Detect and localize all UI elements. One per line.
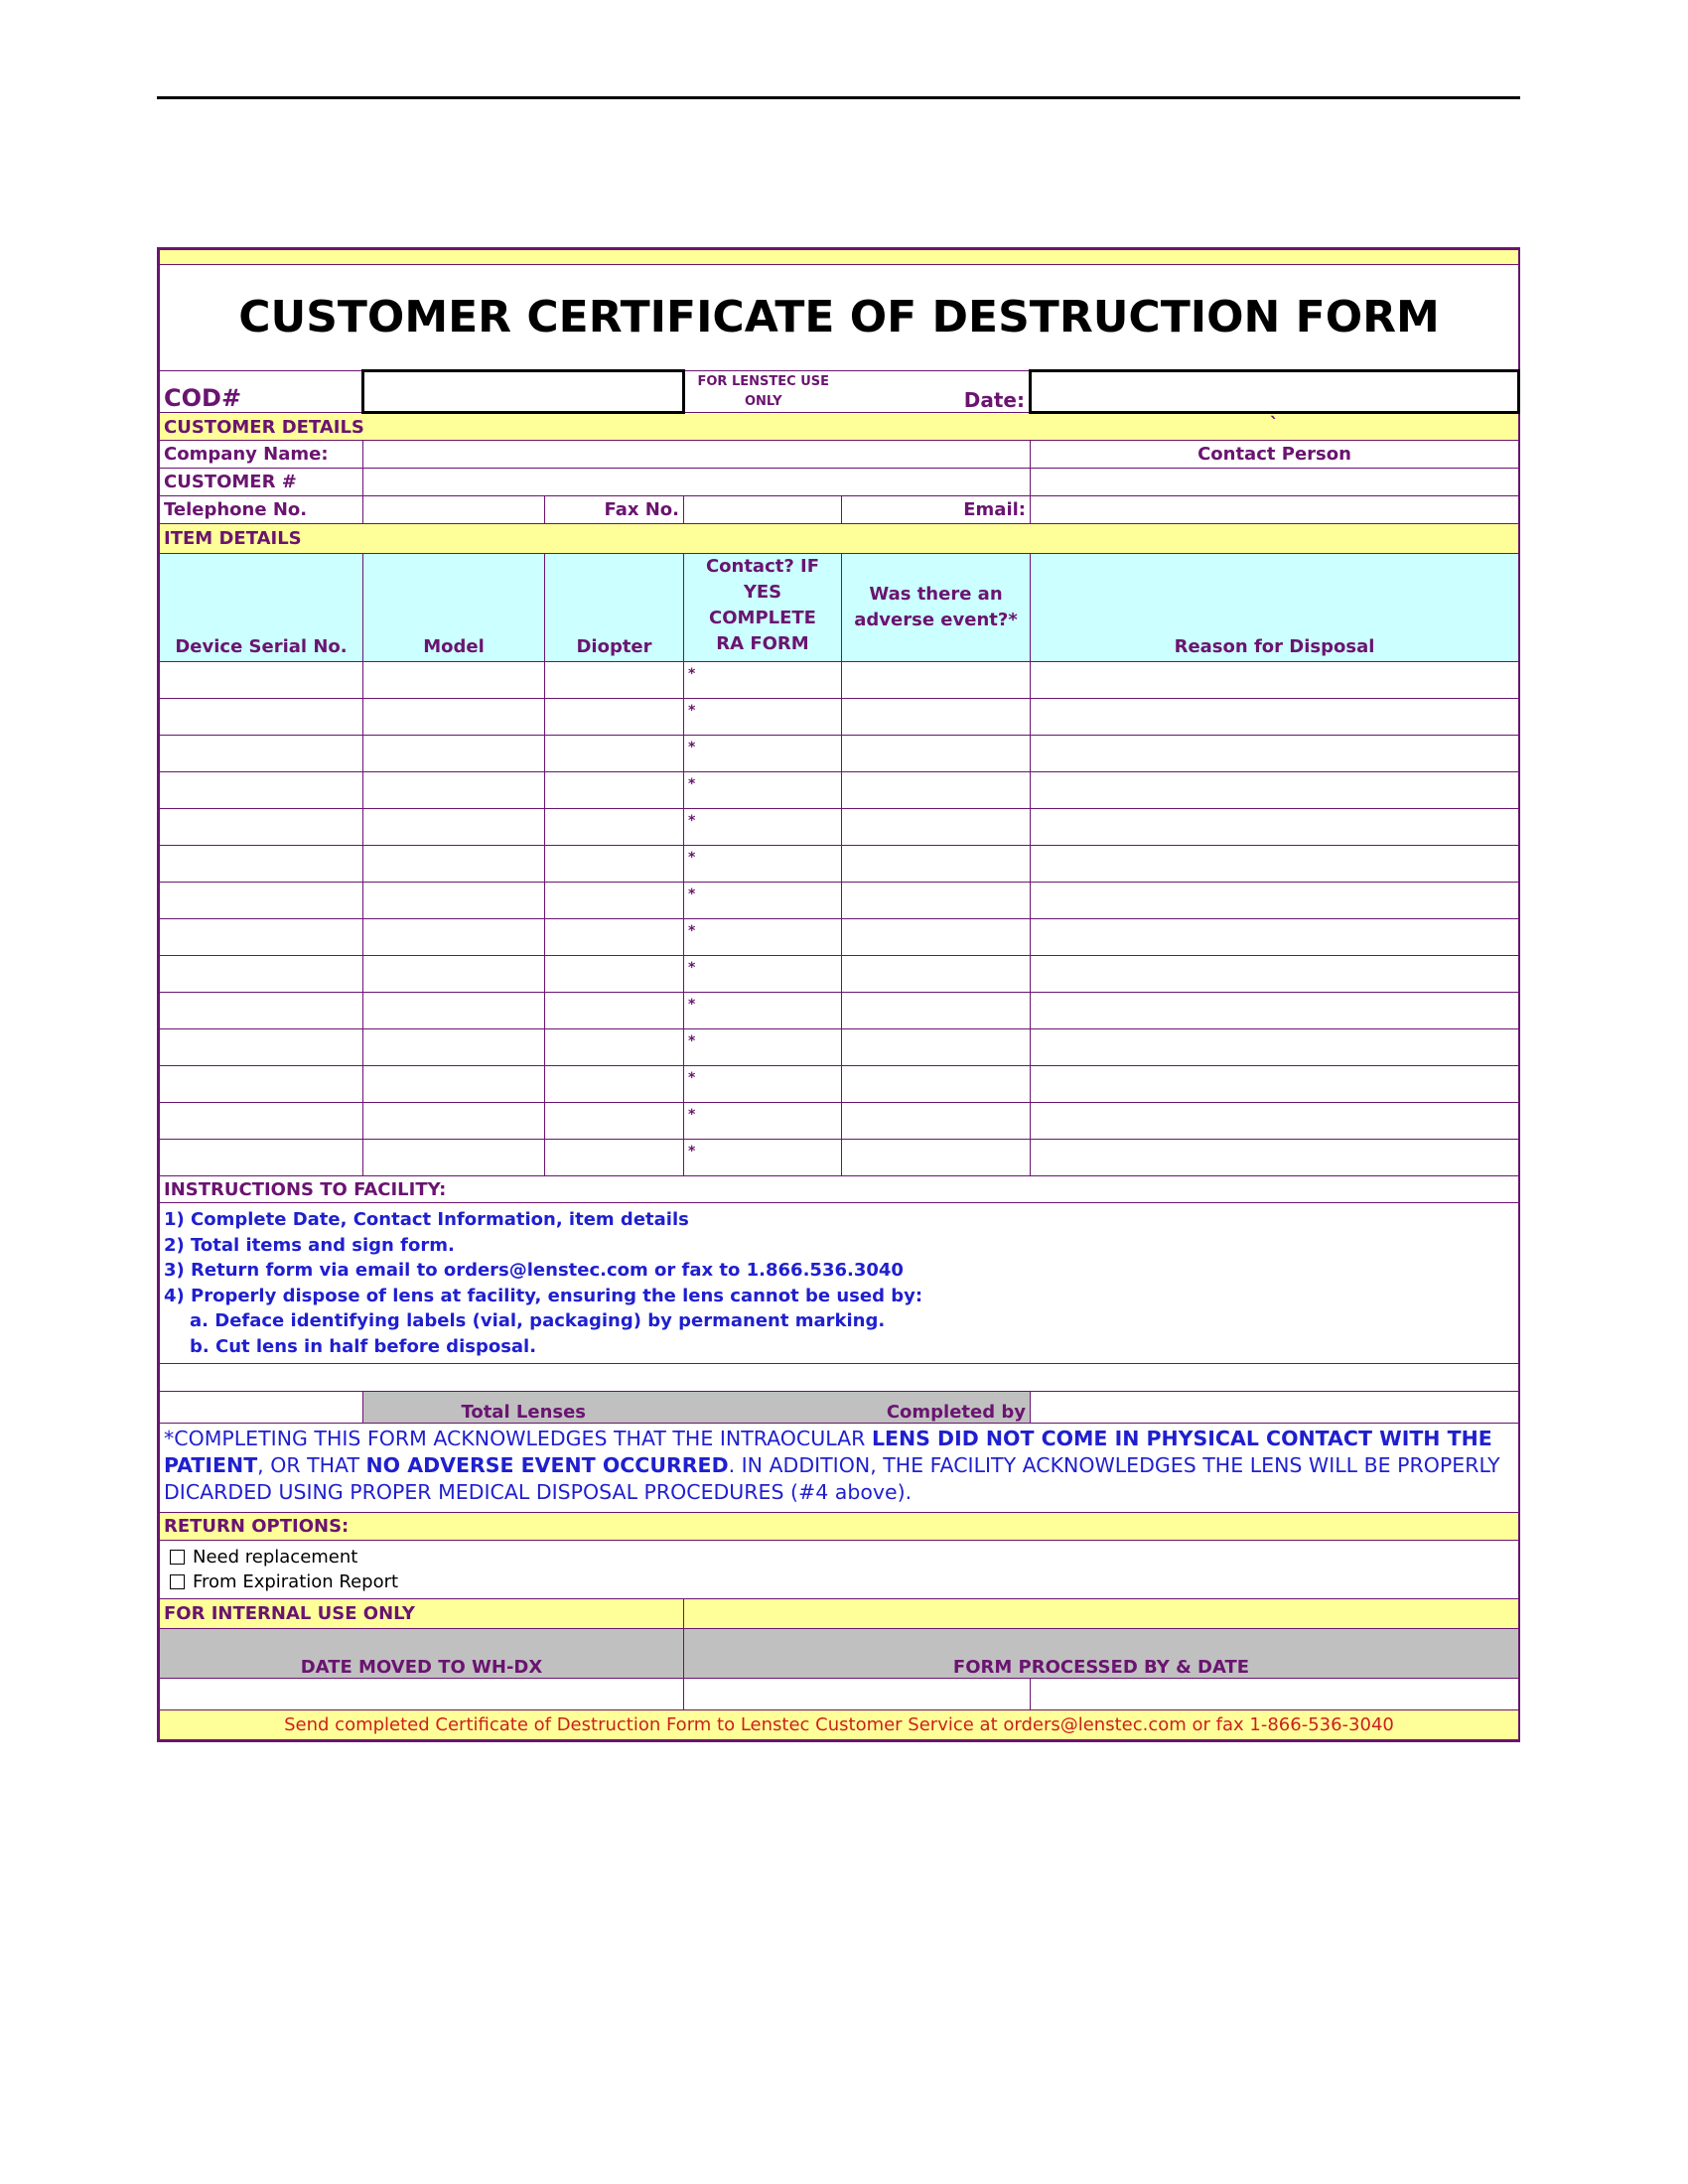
reason-cell[interactable] [1031, 883, 1519, 919]
item-row [160, 919, 1519, 956]
reason-cell[interactable] [1031, 846, 1519, 883]
total-lenses-input[interactable] [160, 1392, 363, 1424]
internal-use-header: FOR INTERNAL USE ONLY [160, 1599, 684, 1629]
fax-label: Fax No. [545, 496, 684, 524]
contact-cell[interactable]: * [684, 883, 842, 919]
diopter-cell[interactable] [545, 736, 684, 772]
spacer-row [160, 1364, 1519, 1392]
instruction-3: 3) Return form via email to orders@lenstec.com or fax to 1.866.536.3040 [164, 1260, 904, 1281]
item-rows [160, 662, 1519, 1176]
processed-date-input[interactable] [1031, 1679, 1519, 1710]
item-row [160, 956, 1519, 993]
item-row [160, 1066, 1519, 1103]
diopter-cell[interactable] [545, 993, 684, 1029]
serial-cell[interactable] [160, 1103, 363, 1140]
reason-cell[interactable] [1031, 772, 1519, 809]
contact-cell[interactable]: * [684, 919, 842, 956]
checkbox-icon[interactable] [170, 1574, 185, 1589]
reason-cell[interactable] [1031, 919, 1519, 956]
serial-cell[interactable] [160, 809, 363, 846]
serial-cell[interactable] [160, 883, 363, 919]
customer-number-input[interactable] [363, 469, 1031, 496]
item-row [160, 846, 1519, 883]
telephone-input[interactable] [363, 496, 545, 524]
total-lenses-label: Total Lenses [363, 1392, 684, 1424]
diopter-cell[interactable] [545, 772, 684, 809]
serial-cell[interactable] [160, 1140, 363, 1176]
contact-cell[interactable]: * [684, 736, 842, 772]
diopter-cell[interactable] [545, 809, 684, 846]
col-serial: Device Serial No. [160, 554, 363, 662]
processed-by-input[interactable] [684, 1679, 1031, 1710]
item-row [160, 1103, 1519, 1140]
return-option-need-replacement[interactable]: Need replacement [170, 1545, 1508, 1570]
date-moved-input[interactable] [160, 1679, 684, 1710]
adverse-cell[interactable] [842, 1140, 1031, 1176]
form-title: CUSTOMER CERTIFICATE OF DESTRUCTION FORM [160, 265, 1519, 371]
reason-cell[interactable] [1031, 1140, 1519, 1176]
reason-cell[interactable] [1031, 1029, 1519, 1066]
model-cell[interactable] [363, 883, 545, 919]
model-cell[interactable] [363, 772, 545, 809]
contact-cell[interactable]: * [684, 772, 842, 809]
form-table [159, 249, 1520, 1740]
diopter-cell[interactable] [545, 699, 684, 736]
destruction-form [157, 247, 1520, 1742]
customer-number-label: CUSTOMER # [160, 469, 363, 496]
contact-cell[interactable]: * [684, 809, 842, 846]
contact-cell[interactable]: * [684, 1066, 842, 1103]
reason-cell[interactable] [1031, 993, 1519, 1029]
contact-cell[interactable]: * [684, 956, 842, 993]
serial-cell[interactable] [160, 1029, 363, 1066]
diopter-cell[interactable] [545, 1066, 684, 1103]
col-contact: Contact? IF YES COMPLETE RA FORM [684, 554, 842, 662]
model-cell[interactable] [363, 809, 545, 846]
email-label: Email: [842, 496, 1031, 524]
return-options-list [160, 1541, 1519, 1599]
serial-cell[interactable] [160, 772, 363, 809]
adverse-cell[interactable] [842, 809, 1031, 846]
completed-by-input[interactable] [1031, 1392, 1519, 1424]
diopter-cell[interactable] [545, 846, 684, 883]
model-cell[interactable] [363, 993, 545, 1029]
top-strip [160, 250, 1519, 265]
model-cell[interactable] [363, 956, 545, 993]
contact-person-label: Contact Person [1031, 441, 1519, 469]
serial-cell[interactable] [160, 993, 363, 1029]
model-cell[interactable] [363, 736, 545, 772]
model-cell[interactable] [363, 846, 545, 883]
model-cell[interactable] [363, 919, 545, 956]
serial-cell[interactable] [160, 1066, 363, 1103]
serial-cell[interactable] [160, 662, 363, 699]
reason-cell[interactable] [1031, 736, 1519, 772]
internal-use-blank [684, 1599, 1519, 1629]
adverse-cell[interactable] [842, 846, 1031, 883]
diopter-cell[interactable] [545, 1103, 684, 1140]
return-option-expiration-report[interactable]: From Expiration Report [170, 1570, 1508, 1594]
instruction-4b: b. Cut lens in half before disposal. [190, 1335, 537, 1357]
cod-label: COD# [160, 371, 363, 413]
company-name-input[interactable] [363, 441, 1031, 469]
contact-cell[interactable]: * [684, 662, 842, 699]
serial-cell[interactable] [160, 736, 363, 772]
processed-by-label: FORM PROCESSED BY & DATE [684, 1629, 1519, 1679]
item-row [160, 772, 1519, 809]
cod-input[interactable] [363, 371, 684, 413]
diopter-cell[interactable] [545, 1029, 684, 1066]
adverse-cell[interactable] [842, 662, 1031, 699]
customer-details-header: CUSTOMER DETAILS [160, 413, 1031, 441]
acknowledgement-text: *COMPLETING THIS FORM ACKNOWLEDGES THAT THE INTRAOCULAR LENS DID NOT COME IN PHYSICAL CONTACT WITH THE PATIENT, OR THAT NO ADVERSE EVENT OCCURRED. IN ADDITION, THE FACILITY ACKNOWLEDGES THE LENS WILL BE PROPERLY DICARDED USING PROPER MEDICAL DISPOSAL PROCEDURES (#4 above). [160, 1424, 1519, 1513]
adverse-cell[interactable] [842, 919, 1031, 956]
reason-cell[interactable] [1031, 809, 1519, 846]
footer-note: Send completed Certificate of Destruction Form to Lenstec Customer Service at orders@lenstec.com or fax 1-866-536-3040 [160, 1710, 1519, 1740]
completed-by-label: Completed by [684, 1392, 1031, 1424]
serial-cell[interactable] [160, 699, 363, 736]
diopter-cell[interactable] [545, 662, 684, 699]
adverse-cell[interactable] [842, 1066, 1031, 1103]
reason-cell[interactable] [1031, 956, 1519, 993]
col-reason: Reason for Disposal [1031, 554, 1519, 662]
instruction-4a: a. Deface identifying labels (vial, packaging) by permanent marking. [190, 1310, 886, 1331]
date-label: Date: [842, 371, 1031, 413]
contact-cell[interactable]: * [684, 1103, 842, 1140]
contact-cell[interactable]: * [684, 1029, 842, 1066]
adverse-cell[interactable] [842, 736, 1031, 772]
item-row [160, 699, 1519, 736]
reason-cell[interactable] [1031, 1066, 1519, 1103]
reason-cell[interactable] [1031, 662, 1519, 699]
instructions-list [160, 1203, 1519, 1364]
model-cell[interactable] [363, 1103, 545, 1140]
instruction-2: 2) Total items and sign form. [164, 1234, 455, 1256]
adverse-cell[interactable] [842, 883, 1031, 919]
model-cell[interactable] [363, 1029, 545, 1066]
diopter-cell[interactable] [545, 883, 684, 919]
serial-cell[interactable] [160, 956, 363, 993]
item-row [160, 993, 1519, 1029]
adverse-cell[interactable] [842, 699, 1031, 736]
telephone-label: Telephone No. [160, 496, 363, 524]
adverse-cell[interactable] [842, 772, 1031, 809]
diopter-cell[interactable] [545, 1140, 684, 1176]
contact-cell[interactable]: * [684, 846, 842, 883]
instruction-1: 1) Complete Date, Contact Information, item details [164, 1209, 689, 1230]
contact-cell[interactable]: * [684, 993, 842, 1029]
diopter-cell[interactable] [545, 919, 684, 956]
reason-cell[interactable] [1031, 1103, 1519, 1140]
adverse-cell[interactable] [842, 1029, 1031, 1066]
adverse-cell[interactable] [842, 993, 1031, 1029]
contact-person-input[interactable] [1031, 469, 1519, 496]
top-rule [157, 96, 1520, 99]
col-diopter: Diopter [545, 554, 684, 662]
date-moved-label: DATE MOVED TO WH-DX [160, 1629, 684, 1679]
item-details-header: ITEM DETAILS [160, 524, 1519, 554]
company-name-label: Company Name: [160, 441, 363, 469]
instructions-header: INSTRUCTIONS TO FACILITY: [160, 1176, 1519, 1203]
return-options-header: RETURN OPTIONS: [160, 1513, 1519, 1541]
checkbox-icon[interactable] [170, 1550, 185, 1565]
serial-cell[interactable] [160, 919, 363, 956]
item-row [160, 809, 1519, 846]
col-adverse: Was there an adverse event?* [842, 554, 1031, 662]
contact-cell[interactable]: * [684, 699, 842, 736]
adverse-cell[interactable] [842, 956, 1031, 993]
date-input[interactable] [1031, 371, 1519, 413]
item-row [160, 736, 1519, 772]
email-input[interactable] [1031, 496, 1519, 524]
lenstec-use-label: FOR LENSTEC USE ONLY [684, 371, 842, 413]
model-cell[interactable] [363, 662, 545, 699]
diopter-cell[interactable] [545, 956, 684, 993]
backtick-mark: ` [1031, 413, 1519, 441]
adverse-cell[interactable] [842, 1103, 1031, 1140]
instruction-4: 4) Properly dispose of lens at facility, ensuring the lens cannot be used by: [164, 1285, 923, 1306]
serial-cell[interactable] [160, 846, 363, 883]
reason-cell[interactable] [1031, 699, 1519, 736]
model-cell[interactable] [363, 1066, 545, 1103]
item-row [160, 1140, 1519, 1176]
item-row [160, 1029, 1519, 1066]
item-row [160, 883, 1519, 919]
col-model: Model [363, 554, 545, 662]
fax-input[interactable] [684, 496, 842, 524]
model-cell[interactable] [363, 699, 545, 736]
contact-cell[interactable]: * [684, 1140, 842, 1176]
item-row [160, 662, 1519, 699]
model-cell[interactable] [363, 1140, 545, 1176]
